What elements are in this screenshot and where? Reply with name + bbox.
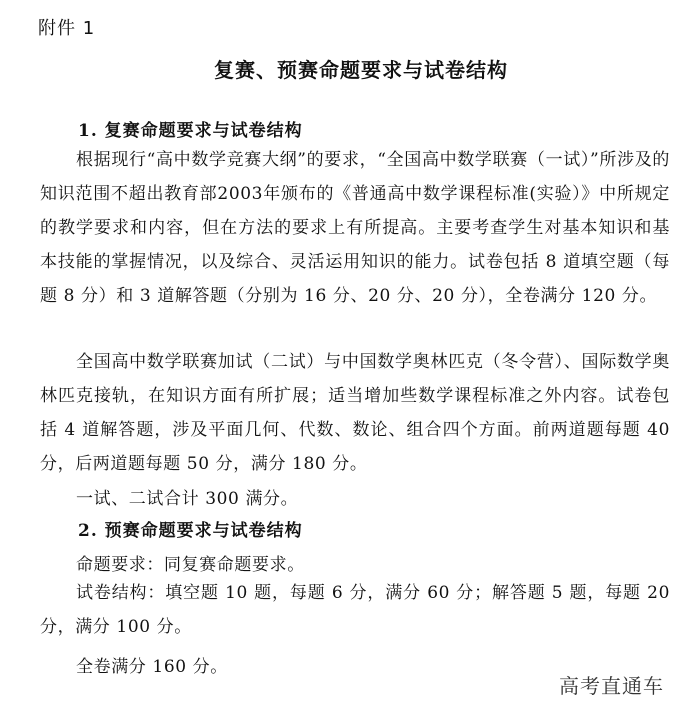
watermark-text: 高考直通车 <box>559 674 664 698</box>
attachment-label: 附件 1 <box>38 18 96 39</box>
section-1-heading: 1. 复赛命题要求与试卷结构 <box>78 121 303 141</box>
section-1-paragraph-1: 根据现行“高中数学竞赛大纲”的要求，“全国高中数学联赛（一试）”所涉及的知识范围不超出教育部2003年颁布的《普通高中数学课程标准(实验）》中所规定的教学要求和内容，但在方法的要求上有所提高。主要考查学生对基本知识和基本技能的掌握情况，以及综合、灵活运用知识的能力。试卷包括 8 道填空题（每题 8 分）和 3 道解答题（分别为 16 分、20 分、20 分），全卷满分 120 分。 <box>40 150 670 306</box>
section-2-line-3: 全卷满分 160 分。 <box>76 657 228 677</box>
section-2-heading: 2. 预赛命题要求与试卷结构 <box>78 521 303 541</box>
section-1-paragraph-2: 全国高中数学联赛加试（二试）与中国数学奥林匹克（冬令营）、国际数学奥林匹克接轨，在知识方面有所扩展；适当增加些数学课程标准之外内容。试卷包括 4 道解答题，涉及平面几何、代数、数论、组合四个方面。前两道题每题 40 分，后两道题每题 50 分，满分 180 分。 <box>40 352 670 474</box>
document-title: 复赛、预赛命题要求与试卷结构 <box>214 58 508 82</box>
section-2-paragraph-2: 试卷结构：填空题 10 题，每题 6 分，满分 60 分；解答题 5 题，每题 20 分，满分 100 分。 <box>40 583 670 637</box>
section-2-line-1: 命题要求：同复赛命题要求。 <box>76 555 305 575</box>
section-1-paragraph-3: 一试、二试合计 300 满分。 <box>76 489 299 509</box>
